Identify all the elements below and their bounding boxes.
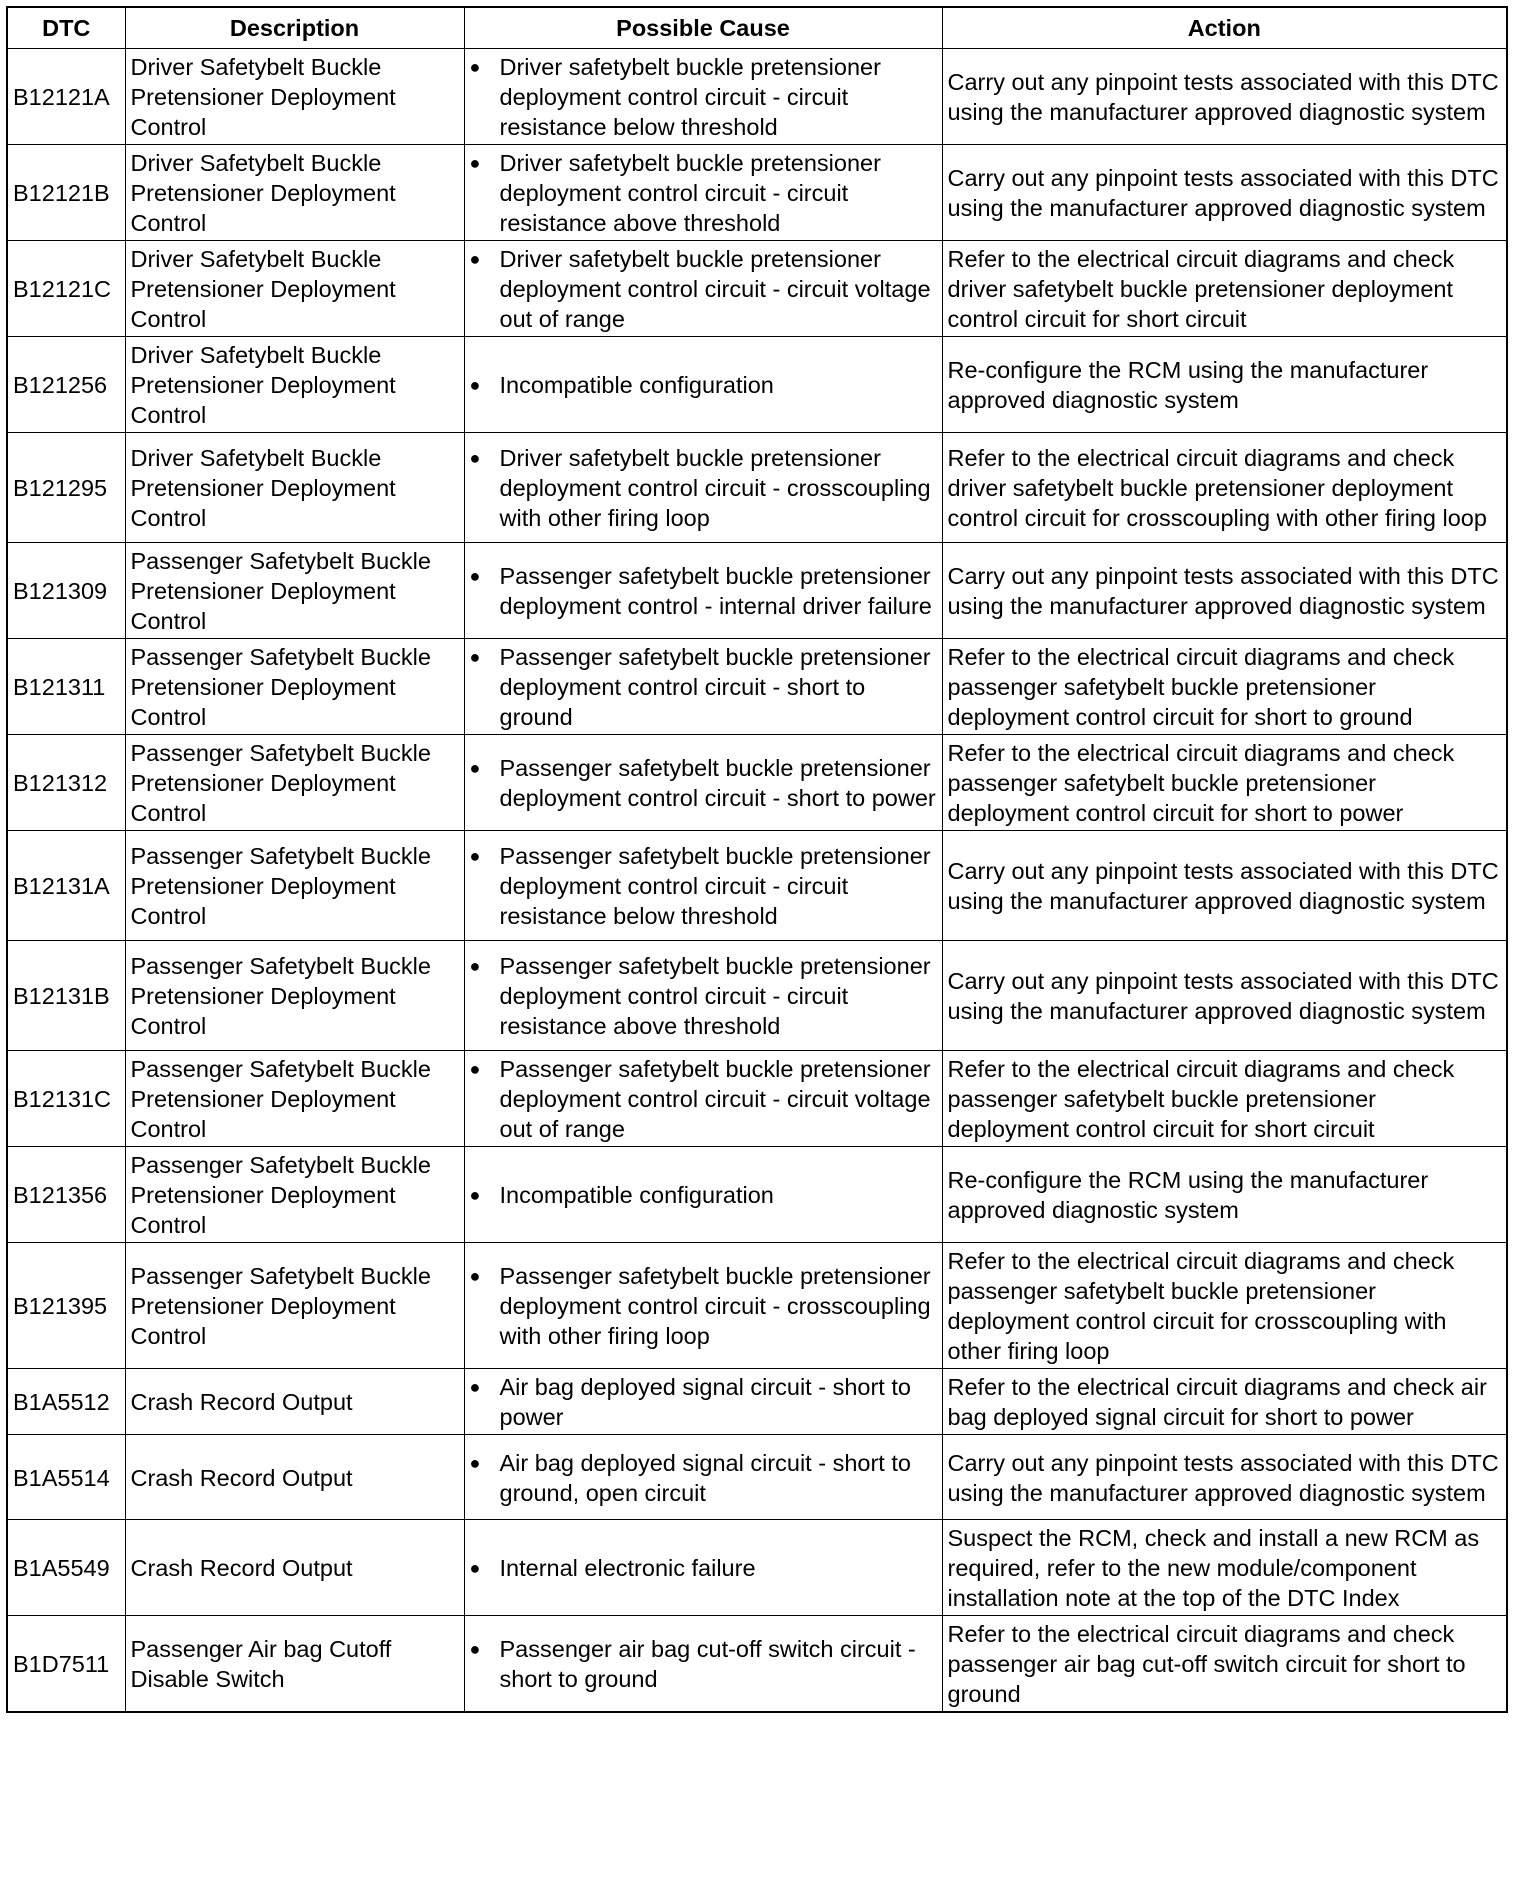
dtc-code: B1A5512 (7, 1369, 125, 1435)
dtc-description: Driver Safetybelt Buckle Pretensioner Deployment Control (125, 337, 464, 433)
table-row (7, 49, 1507, 145)
dtc-code: B12121A (7, 49, 125, 145)
table-row (7, 831, 1507, 941)
action-text: Refer to the electrical circuit diagrams and check passenger safetybelt buckle pretensioner deployment control circuit for short to power (942, 735, 1507, 831)
possible-cause-cell (464, 1616, 942, 1713)
header-description: Description (125, 7, 464, 49)
table-row (7, 1147, 1507, 1243)
action-text: Refer to the electrical circuit diagrams and check passenger safetybelt buckle pretensioner deployment control circuit for short to ground (942, 639, 1507, 735)
dtc-code: B12131A (7, 831, 125, 941)
dtc-description: Driver Safetybelt Buckle Pretensioner Deployment Control (125, 241, 464, 337)
action-text: Carry out any pinpoint tests associated with this DTC using the manufacturer approved diagnostic system (942, 1435, 1507, 1520)
table-row (7, 1616, 1507, 1713)
action-text: Re-configure the RCM using the manufacturer approved diagnostic system (942, 337, 1507, 433)
possible-cause-text: Driver safetybelt buckle pretensioner deployment control circuit - circuit voltage out of range (499, 246, 931, 332)
bullet-icon: ● (469, 153, 481, 173)
dtc-description: Passenger Safetybelt Buckle Pretensioner Deployment Control (125, 1243, 464, 1369)
action-text: Re-configure the RCM using the manufacturer approved diagnostic system (942, 1147, 1507, 1243)
dtc-description: Passenger Safetybelt Buckle Pretensioner Deployment Control (125, 543, 464, 639)
action-text: Refer to the electrical circuit diagrams and check passenger air bag cut-off switch circuit for short to ground (942, 1616, 1507, 1713)
bullet-icon: ● (469, 647, 481, 667)
table-row (7, 639, 1507, 735)
table-row (7, 1243, 1507, 1369)
possible-cause-cell (464, 831, 942, 941)
bullet-icon: ● (469, 375, 481, 395)
dtc-code: B1D7511 (7, 1616, 125, 1713)
header-dtc: DTC (7, 7, 125, 49)
dtc-code: B121256 (7, 337, 125, 433)
table-row (7, 1369, 1507, 1435)
bullet-icon: ● (469, 1266, 481, 1286)
bullet-icon: ● (469, 758, 481, 778)
table-row (7, 1520, 1507, 1616)
dtc-description: Passenger Safetybelt Buckle Pretensioner Deployment Control (125, 735, 464, 831)
possible-cause-cell (464, 1147, 942, 1243)
bullet-icon: ● (469, 1558, 481, 1578)
action-text: Refer to the electrical circuit diagrams and check passenger safetybelt buckle pretensioner deployment control circuit for crosscoupling with other firing loop (942, 1243, 1507, 1369)
dtc-code: B1A5549 (7, 1520, 125, 1616)
possible-cause-text: Incompatible configuration (499, 1182, 774, 1208)
dtc-code: B121395 (7, 1243, 125, 1369)
table-row (7, 543, 1507, 639)
possible-cause-text: Passenger safetybelt buckle pretensioner deployment control circuit - circuit voltage out of range (499, 1056, 931, 1142)
table-row (7, 433, 1507, 543)
dtc-code: B12131B (7, 941, 125, 1051)
possible-cause-text: Incompatible configuration (499, 372, 774, 398)
possible-cause-cell (464, 543, 942, 639)
dtc-code: B12121C (7, 241, 125, 337)
table-row (7, 735, 1507, 831)
table-row (7, 337, 1507, 433)
action-text: Refer to the electrical circuit diagrams and check passenger safetybelt buckle pretensioner deployment control circuit for short circuit (942, 1051, 1507, 1147)
possible-cause-cell (464, 1520, 942, 1616)
possible-cause-text: Passenger safetybelt buckle pretensioner deployment control circuit - circuit resistance above threshold (499, 953, 931, 1039)
possible-cause-cell (464, 941, 942, 1051)
dtc-description: Passenger Safetybelt Buckle Pretensioner Deployment Control (125, 639, 464, 735)
possible-cause-cell (464, 1435, 942, 1520)
dtc-code: B121295 (7, 433, 125, 543)
dtc-code: B121312 (7, 735, 125, 831)
possible-cause-text: Air bag deployed signal circuit - short to power (499, 1374, 911, 1430)
action-text: Refer to the electrical circuit diagrams and check driver safetybelt buckle pretensioner deployment control circuit for short circuit (942, 241, 1507, 337)
possible-cause-cell (464, 433, 942, 543)
possible-cause-text: Passenger safetybelt buckle pretensioner deployment control circuit - short to power (499, 755, 936, 811)
header-possible-cause: Possible Cause (464, 7, 942, 49)
dtc-code: B12131C (7, 1051, 125, 1147)
bullet-icon: ● (469, 1185, 481, 1205)
possible-cause-cell (464, 49, 942, 145)
possible-cause-text: Passenger safetybelt buckle pretensioner deployment control circuit - short to ground (499, 644, 931, 730)
dtc-description: Passenger Safetybelt Buckle Pretensioner Deployment Control (125, 1147, 464, 1243)
possible-cause-cell (464, 145, 942, 241)
header-action: Action (942, 7, 1507, 49)
possible-cause-cell (464, 1051, 942, 1147)
dtc-code: B121356 (7, 1147, 125, 1243)
dtc-table (6, 6, 1508, 1713)
action-text: Carry out any pinpoint tests associated with this DTC using the manufacturer approved diagnostic system (942, 543, 1507, 639)
table-row (7, 941, 1507, 1051)
header-row (7, 7, 1507, 49)
dtc-description: Driver Safetybelt Buckle Pretensioner Deployment Control (125, 145, 464, 241)
possible-cause-cell (464, 337, 942, 433)
possible-cause-cell (464, 1243, 942, 1369)
action-text: Refer to the electrical circuit diagrams and check air bag deployed signal circuit for short to power (942, 1369, 1507, 1435)
dtc-code: B121309 (7, 543, 125, 639)
possible-cause-text: Internal electronic failure (499, 1555, 756, 1581)
table-row (7, 1435, 1507, 1520)
table-row (7, 1051, 1507, 1147)
possible-cause-text: Passenger air bag cut-off switch circuit - short to ground (499, 1636, 916, 1692)
possible-cause-cell (464, 1369, 942, 1435)
possible-cause-text: Passenger safetybelt buckle pretensioner deployment control circuit - crosscoupling with other firing loop (499, 1263, 931, 1349)
action-text: Carry out any pinpoint tests associated with this DTC using the manufacturer approved diagnostic system (942, 941, 1507, 1051)
dtc-description: Passenger Safetybelt Buckle Pretensioner Deployment Control (125, 1051, 464, 1147)
dtc-description: Crash Record Output (125, 1520, 464, 1616)
possible-cause-cell (464, 735, 942, 831)
bullet-icon: ● (469, 1452, 481, 1473)
dtc-description: Passenger Safetybelt Buckle Pretensioner Deployment Control (125, 941, 464, 1051)
possible-cause-text: Passenger safetybelt buckle pretensioner deployment control circuit - circuit resistance below threshold (499, 843, 931, 929)
dtc-description: Passenger Air bag Cutoff Disable Switch (125, 1616, 464, 1713)
bullet-icon: ● (469, 1377, 481, 1397)
possible-cause-cell (464, 639, 942, 735)
possible-cause-text: Driver safetybelt buckle pretensioner deployment control circuit - circuit resistance below threshold (499, 54, 881, 140)
dtc-description: Crash Record Output (125, 1369, 464, 1435)
dtc-description: Passenger Safetybelt Buckle Pretensioner Deployment Control (125, 831, 464, 941)
bullet-icon: ● (469, 1059, 481, 1079)
table-row (7, 145, 1507, 241)
table-row (7, 241, 1507, 337)
possible-cause-cell (464, 241, 942, 337)
action-text: Carry out any pinpoint tests associated with this DTC using the manufacturer approved diagnostic system (942, 831, 1507, 941)
possible-cause-text: Air bag deployed signal circuit - short to ground, open circuit (499, 1449, 911, 1506)
possible-cause-text: Driver safetybelt buckle pretensioner deployment control circuit - crosscoupling with other firing loop (499, 445, 931, 531)
dtc-description: Crash Record Output (125, 1435, 464, 1520)
dtc-code: B121311 (7, 639, 125, 735)
action-text: Suspect the RCM, check and install a new RCM as required, refer to the new module/component installation note at the top of the DTC Index (942, 1520, 1507, 1616)
dtc-description: Driver Safetybelt Buckle Pretensioner Deployment Control (125, 433, 464, 543)
bullet-icon: ● (469, 57, 481, 77)
action-text: Carry out any pinpoint tests associated with this DTC using the manufacturer approved diagnostic system (942, 145, 1507, 241)
dtc-description: Driver Safetybelt Buckle Pretensioner Deployment Control (125, 49, 464, 145)
possible-cause-text: Passenger safetybelt buckle pretensioner deployment control - internal driver failure (499, 563, 932, 619)
possible-cause-text: Driver safetybelt buckle pretensioner deployment control circuit - circuit resistance above threshold (499, 150, 881, 236)
bullet-icon: ● (469, 249, 481, 269)
bullet-icon: ● (469, 846, 481, 866)
action-text: Carry out any pinpoint tests associated with this DTC using the manufacturer approved diagnostic system (942, 49, 1507, 145)
bullet-icon: ● (469, 566, 481, 586)
dtc-code: B12121B (7, 145, 125, 241)
bullet-icon: ● (469, 1639, 481, 1659)
action-text: Refer to the electrical circuit diagrams and check driver safetybelt buckle pretensioner deployment control circuit for crosscoupling with other firing loop (942, 433, 1507, 543)
bullet-icon: ● (469, 956, 481, 976)
bullet-icon: ● (469, 448, 481, 468)
dtc-code: B1A5514 (7, 1435, 125, 1520)
